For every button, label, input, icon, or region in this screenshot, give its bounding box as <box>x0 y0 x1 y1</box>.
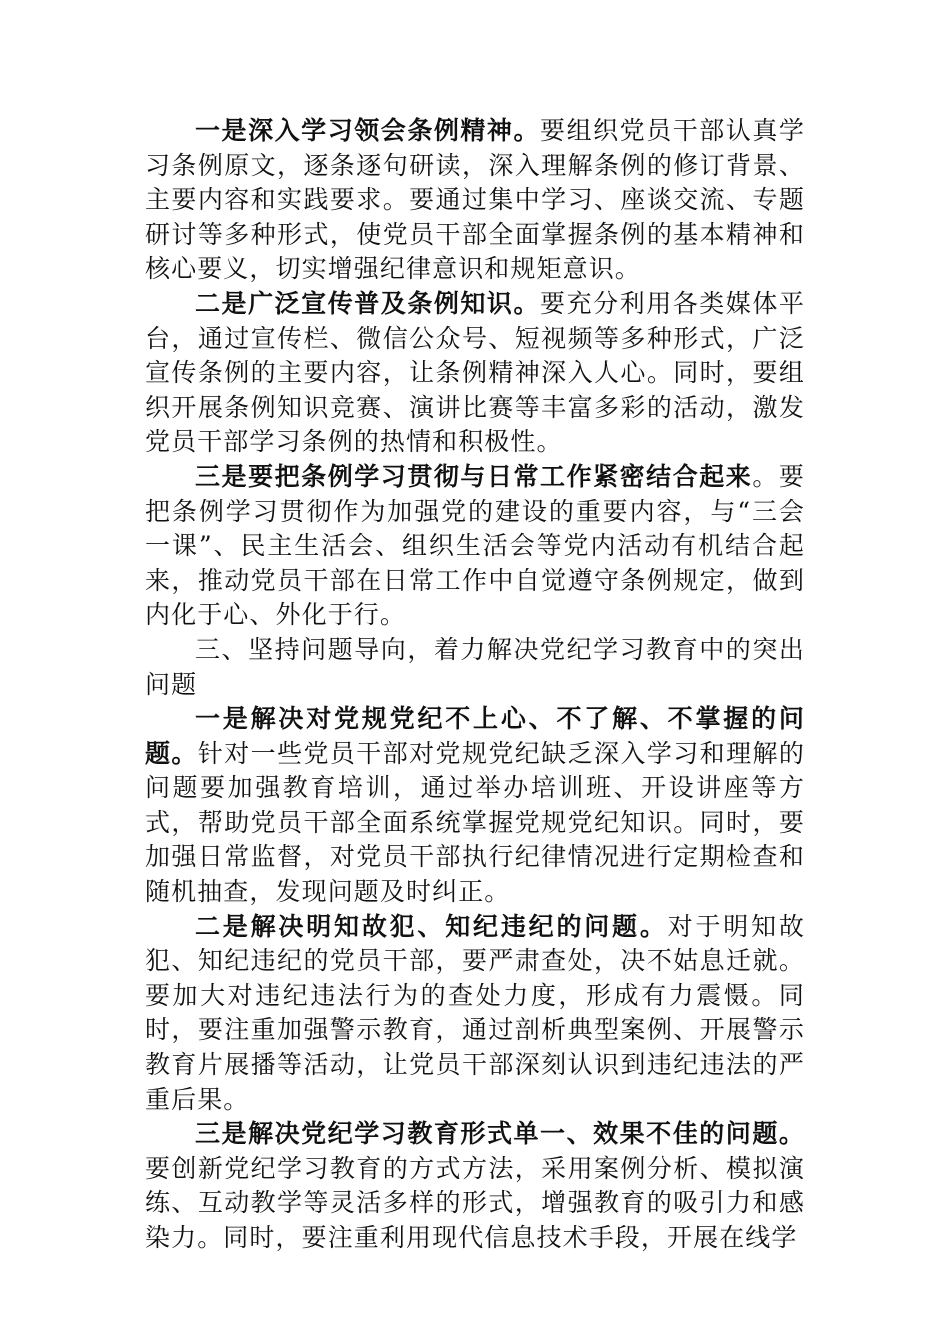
section-paragraph-1-lead: 一是解决对党规党纪不上心、不了解、不掌握的问题。 <box>145 704 805 768</box>
paragraph-2-body: 要充分利用各类媒体平台，通过宣传栏、微信公众号、短视频等多种形式，广泛宣传条例的主要内容，让条例精神深入人心。同时，要组织开展条例知识竞赛、演讲比赛等丰富多彩的活动，激发党员干部学习条例的热情和积极性。 <box>145 288 805 457</box>
section-paragraph-2-lead: 二是解决明知故犯、知纪违纪的问题。 <box>195 911 668 941</box>
paragraph-1-body: 要组织党员干部认真学习条例原文，逐条逐句研读，深入理解条例的修订背景、主要内容和实践要求。要通过集中学习、座谈交流、专题研讨等多种形式，使党员干部全面掌握条例的基本精神和核心要义，切实增强纪律意识和规矩意识。 <box>145 116 805 284</box>
paragraph-2-lead: 二是广泛宣传普及条例知识。 <box>195 288 541 318</box>
document-page <box>145 114 805 1256</box>
section-heading: 三、坚持问题导向，着力解决党纪学习教育中的突出问题 <box>145 634 805 699</box>
paragraph-3-body: 。要把条例学习贯彻作为加强党的建设的重要内容，与“三会一课”、民主生活会、组织生活会等党内活动有机结合起来，推动党员干部在日常工作中自觉遵守条例规定，做到内化于心、外化于行。 <box>145 461 805 630</box>
paragraph-1-lead: 一是深入学习领会条例精神。 <box>195 116 541 145</box>
section-paragraph-2 <box>145 910 805 1118</box>
section-paragraph-3 <box>145 1117 805 1255</box>
section-paragraph-1-body: 针对一些党员干部对党规党纪缺乏深入学习和理解的问题要加强教育培训，通过举办培训班、开设讲座等方式，帮助党员干部全面系统掌握党规党纪知识。同时，要加强日常监督，对党员干部执行纪律情况进行定期检查和随机抽查，发现问题及时纠正。 <box>145 738 805 907</box>
paragraph-3 <box>145 460 805 633</box>
section-paragraph-3-body: 要创新党纪学习教育的方式方法，采用案例分析、模拟演练、互动教学等灵活多样的形式，增强教育的吸引力和感染力。同时，要注重利用现代信息技术手段，开展在线学 <box>145 1153 805 1252</box>
section-paragraph-2-body: 对于明知故犯、知纪违纪的党员干部，要严肃查处，决不姑息迁就。要加大对违纪违法行为的查处力度，形成有力震慑。同时，要注重加强警示教育，通过剖析典型案例、开展警示教育片展播等活动，让党员干部深刻认识到违纪违法的严重后果。 <box>145 911 805 1114</box>
paragraph-3-lead: 三是要把条例学习贯彻与日常工作紧密结合起来 <box>195 461 753 491</box>
section-paragraph-1 <box>145 702 805 910</box>
paragraph-1 <box>145 114 805 287</box>
paragraph-2 <box>145 287 805 460</box>
section-paragraph-3-lead: 三是解决党纪学习教育形式单一、效果不佳的问题。 <box>195 1119 805 1149</box>
